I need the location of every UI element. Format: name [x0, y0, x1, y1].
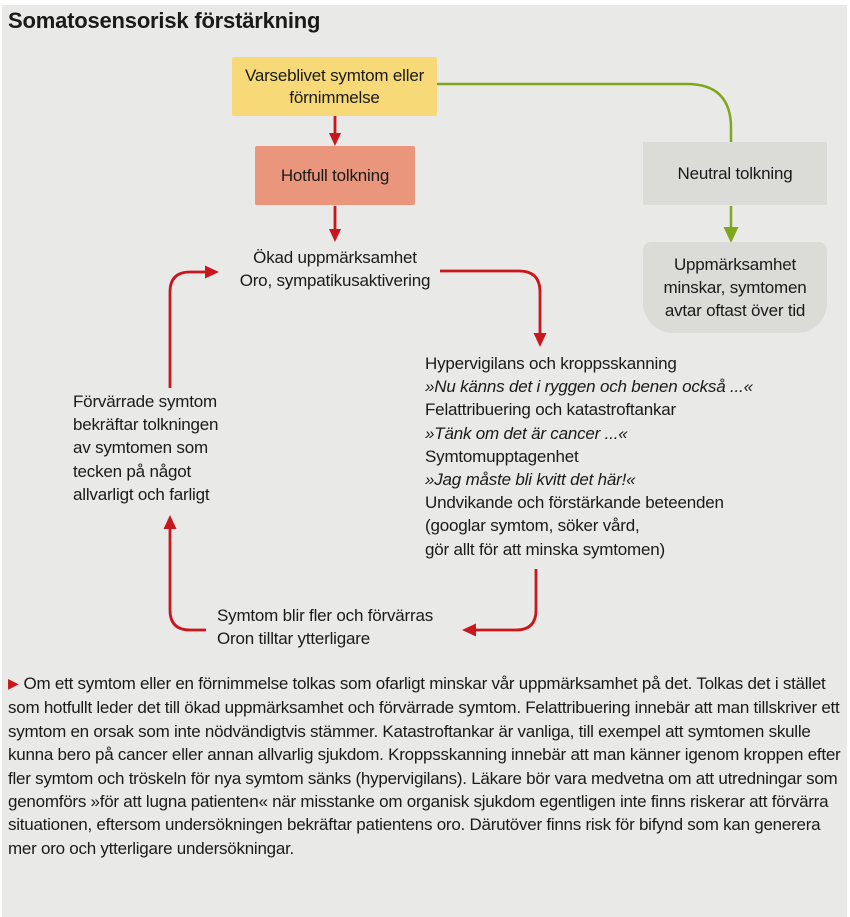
worsened-line3: av symtomen som — [73, 438, 208, 458]
worsened-line2: bekräftar tolkningen — [73, 415, 219, 435]
perceived-symptom-label: Varseblivet symtom eller förnimmelse — [244, 65, 425, 107]
avoidance-example-line2: gör allt för att minska symtomen) — [425, 539, 665, 559]
threatening-interpretation-box — [255, 146, 415, 205]
attention-decreases-box — [643, 242, 827, 333]
symptoms-increase-line1: Symtom blir fler och förvärras — [217, 606, 433, 625]
increased-attention-text — [195, 246, 475, 292]
worsened-line5: allvarligt och farligt — [73, 484, 210, 504]
increased-attention-line2: Oro, sympatikusaktivering — [239, 271, 431, 291]
misattribution-line: Felattribuering och katastroftankar — [425, 400, 676, 420]
neutral-interpretation-label: Neutral tolkning — [677, 163, 793, 183]
increased-attention-line1: Ökad uppmärksamhet — [253, 248, 417, 267]
threatening-interpretation-label: Hotfull tolkning — [280, 165, 390, 185]
perceived-symptom-box — [232, 57, 437, 116]
avoidance-line: Undvikande och förstärkande beteenden — [425, 493, 724, 513]
preoccupation-quote: »Jag måste bli kvitt det här!« — [425, 470, 636, 490]
caption-text: Om ett symtom eller en förnimmelse tolkas som ofarligt minskar vår uppmärksamhet på det. Tolkas det i stället som hotfullt leder det till ökad uppmärksamhet och förvärrade symtom. Felattribuering innebär att man tillskriver ett symtom en orsak som inte nödvändigtvis stämmer. Katastroftankar är vanliga, till exempel att symtomen skulle kunna bero på cancer eller annan allvarlig sjukdom. Kroppsskanning innebär att man känner igenom kroppen efter fler symtom och tröskeln för nya symtom sänks (hypervigilans). Läkare bör vara medvetna om att utredningar som genomförs »för att lugna patienten« när misstanke om organisk sjukdom egentligen inte finns riskerar att förvärra situationen, eftersom undersökningen bekräftar patientens oro. Därutöver finns risk för bifynd som kan generera mer oro och ytterligare undersökningar. — [8, 674, 841, 858]
caption-bullet-icon: ▶ — [8, 675, 19, 691]
misattribution-quote: »Tänk om det är cancer ...« — [425, 423, 628, 443]
figure-title: Somatosensorisk förstärkning — [8, 8, 321, 33]
symptoms-increase-line2: Oron tilltar ytterligare — [217, 629, 370, 649]
worsened-line4: tecken på något — [73, 461, 191, 481]
hypervigilance-line: Hypervigilans och kroppsskanning — [425, 354, 677, 373]
figure-caption — [8, 672, 845, 860]
hypervigilance-text — [425, 352, 835, 561]
attention-decreases-label: Uppmärksamhet minskar, symtomen avtar oftast över tid — [663, 255, 807, 320]
hypervigilance-quote: »Nu känns det i ryggen och benen också ...« — [425, 377, 753, 397]
worsened-symptoms-text — [73, 390, 283, 506]
worsened-line1: Förvärrade symtom — [73, 392, 217, 411]
avoidance-example-line1: (googlar symtom, söker vård, — [425, 516, 640, 536]
preoccupation-line: Symtomupptagenhet — [425, 446, 579, 466]
symptoms-increase-text — [217, 604, 497, 650]
neutral-interpretation-box — [643, 142, 827, 205]
